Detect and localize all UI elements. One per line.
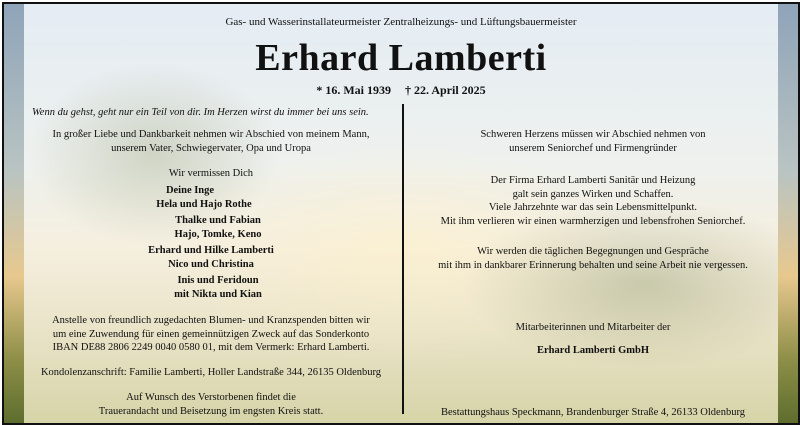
company-name: Erhard Lamberti GmbH [537,345,649,356]
tribute-line: Viele Jahrzehnte war das sein Lebensmittelpunkt. [488,202,698,213]
memorial-quote: Wenn du gehst, geht nur ein Teil von dir. Im Herzen wirst du immer bei uns sein. [32,107,369,118]
family-intro-line: In großer Liebe und Dankbarkeit nehmen wir Abschied von meinem Mann, [52,129,370,140]
company-intro [408,128,778,155]
funeral-line: Trauerandacht und Beisetzung im engsten Kreis statt. [98,405,324,417]
family-member: Hajo, Tomke, Keno [174,228,262,240]
undertaker-line: Bestattungshaus Speckmann, Brandenburger Straße 4, 26133 Oldenburg [440,407,746,418]
tribute-line: galt sein ganzes Wirken und Schaffen. [512,188,674,200]
obituary-notice [2,2,800,425]
family-member: Erhard und Hilke Lamberti [148,245,274,256]
birth-date: * 16. Mai 1939 [316,83,391,97]
family-intro [24,128,398,155]
memory-text [408,245,778,272]
donation-request [24,314,398,355]
deceased-name: Erhard Lamberti [255,37,547,79]
funeral-line: Auf Wunsch des Verstorbenen findet die [126,392,296,403]
family-member: Hela und Hajo Rothe [156,198,252,210]
family-member: Thalke und Fabian [175,215,261,226]
family-member: mit Nikta und Kian [174,288,262,300]
profession-line: Gas- und Wasserinstallateurmeister Zentralheizungs- und Lüftungsbauermeister [225,16,577,28]
donation-line: IBAN DE88 2806 2249 0040 0580 01, mit dem Vermerk: Erhard Lamberti. [52,342,370,353]
tribute-line: Der Firma Erhard Lamberti Sanitär und Heizung [490,175,696,186]
column-divider [402,104,404,414]
company-intro-line: Schweren Herzens müssen wir Abschied nehmen von [480,129,706,140]
life-dates [4,83,798,98]
memory-line: mit ihm in dankbarer Erinnerung behalten und seine Arbeit nie vergessen. [438,259,748,271]
family-list [24,184,398,301]
company-tribute [408,174,778,228]
family-intro-line: unserem Vater, Schwiegervater, Opa und Uropa [111,142,311,154]
miss-line: Wir vermissen Dich [168,168,254,179]
death-date: † 22. April 2025 [405,83,486,97]
tribute-line: Mit ihm verlieren wir einen warmherzigen und lebensfrohen Seniorchef. [440,215,746,227]
condolence-address: Kondolenzanschrift: Familie Lamberti, Holler Landstraße 344, 26135 Oldenburg [40,367,382,378]
family-member: Deine Inge [165,185,215,196]
family-member: Nico und Christina [168,258,254,270]
funeral-notice [24,391,398,418]
memory-line: Wir werden die täglichen Begegnungen und Gespräche [477,246,709,257]
company-intro-line: unserem Seniorchef und Firmengründer [509,142,677,154]
staff-line: Mitarbeiterinnen und Mitarbeiter der [515,322,671,333]
donation-line: Anstelle von freundlich zugedachten Blumen- und Kranzspenden bitten wir [52,315,370,326]
family-member: Inis und Feridoun [177,275,259,286]
donation-line: um eine Zuwendung für einen gemeinnützigen Zweck auf das Sonderkonto [52,328,370,340]
